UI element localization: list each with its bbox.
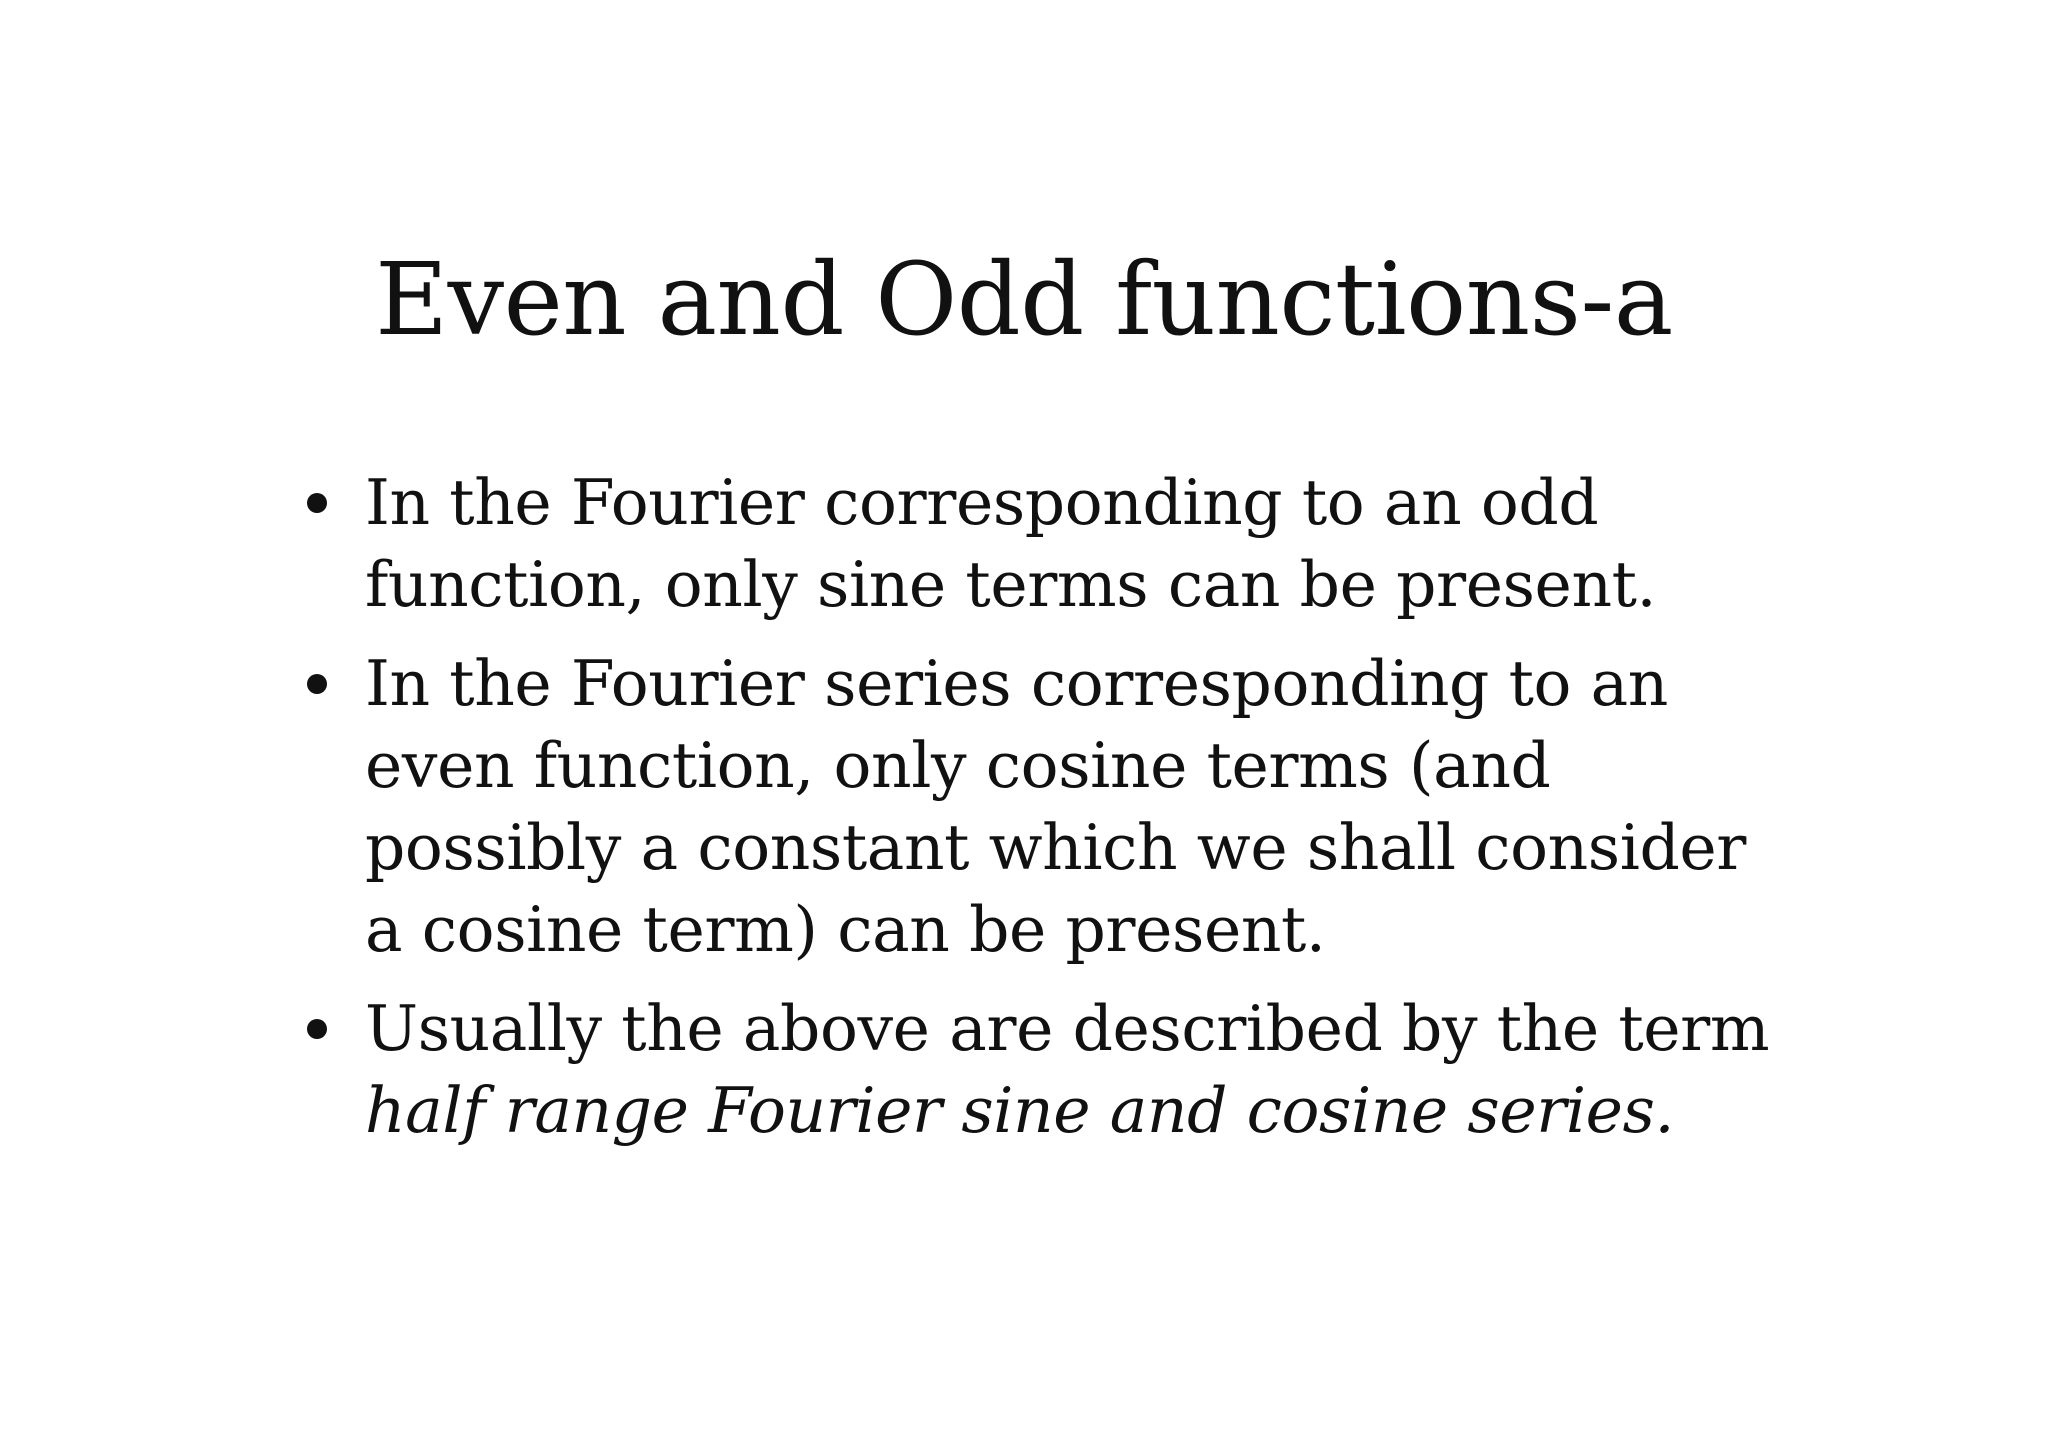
bullet-list: [300, 462, 1770, 1169]
slide-title: Even and Odd functions-a: [375, 241, 1673, 358]
bullet-emphasis-text: half range Fourier sine and cosine series.: [365, 1074, 1675, 1147]
bullet-item: [300, 988, 1770, 1152]
bullet-text: Usually the above are described by the term: [365, 992, 1770, 1065]
bullet-item: [300, 643, 1770, 971]
bullet-text: In the Fourier series corresponding to an even function, only cosine terms (and possibly a constant which we shall consider a cosine term) can be present.: [365, 647, 1747, 966]
bullet-text: In the Fourier corresponding to an odd function, only sine terms can be present.: [365, 466, 1657, 621]
bullet-dot-icon: [307, 1019, 327, 1039]
bullet-dot-icon: [307, 493, 327, 513]
bullet-item: [300, 462, 1770, 626]
bullet-dot-icon: [307, 674, 327, 694]
